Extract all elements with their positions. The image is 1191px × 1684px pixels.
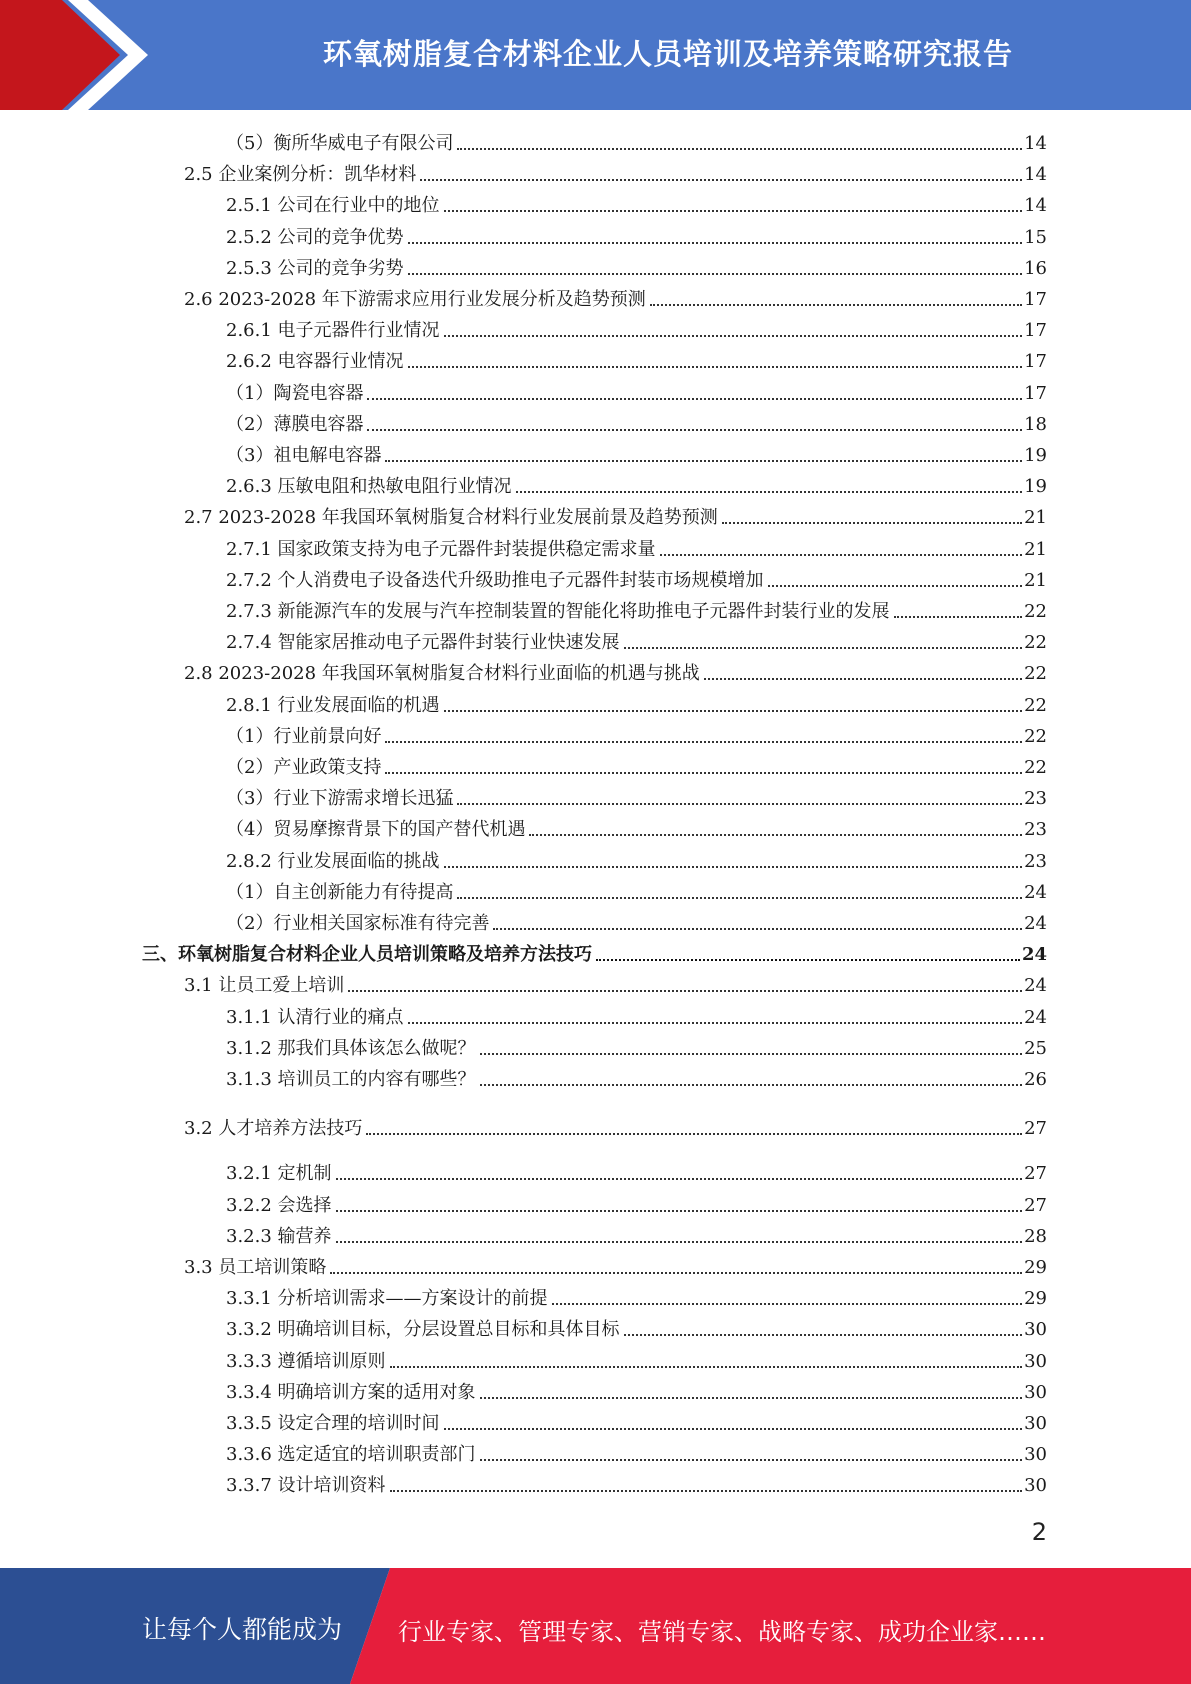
toc-entry-page: 19	[1024, 445, 1047, 466]
toc-entry-page: 27	[1024, 1194, 1047, 1216]
toc-entry-label: （4）贸易摩擦背景下的国产替代机遇	[226, 819, 526, 841]
page-number: 2	[1031, 1518, 1047, 1546]
toc-dot-leader	[768, 585, 1023, 587]
toc-entry[interactable]	[226, 563, 1047, 593]
red-arrow-logo	[0, 0, 190, 110]
toc-dot-leader	[722, 522, 1022, 524]
toc-entry[interactable]	[226, 469, 1047, 499]
toc-entry-label: 2.5.1 公司在行业中的地位	[226, 195, 440, 217]
toc-entry[interactable]	[226, 532, 1047, 562]
toc-entry-label: 3.1 让员工爱上培训	[184, 975, 345, 997]
toc-entry-page: 24	[1024, 975, 1047, 997]
toc-entry-page: 30	[1024, 1413, 1047, 1434]
toc-entry[interactable]	[184, 1111, 1047, 1141]
toc-entry-page: 29	[1024, 1288, 1047, 1310]
toc-dot-leader	[480, 1459, 1023, 1461]
toc-entry-label: 3.2 人才培养方法技巧	[184, 1118, 363, 1140]
toc-dot-leader	[385, 772, 1022, 774]
toc-entry[interactable]	[226, 688, 1047, 718]
toc-entry-page: 23	[1024, 850, 1047, 872]
toc-entry-page: 30	[1024, 1444, 1047, 1466]
toc-entry-page: 21	[1024, 507, 1047, 529]
toc-entry[interactable]	[226, 1031, 1047, 1061]
toc-entry-label: 3.2.2 会选择	[226, 1194, 332, 1216]
toc-entry-page: 24	[1021, 944, 1047, 966]
toc-entry[interactable]	[226, 1156, 1047, 1186]
toc-entry-page: 22	[1024, 694, 1047, 716]
toc-entry-page: 30	[1024, 1381, 1047, 1403]
page-header	[0, 0, 1191, 110]
toc-entry-page: 23	[1024, 788, 1047, 810]
toc-entry-page: 14	[1024, 195, 1047, 217]
toc-dot-leader	[596, 959, 1020, 961]
toc-dot-leader	[385, 741, 1022, 743]
toc-entry[interactable]	[226, 812, 1047, 842]
toc-entry-label: （1）陶瓷电容器	[226, 382, 364, 404]
toc-entry-page: 17	[1024, 320, 1047, 342]
toc-entry[interactable]	[226, 1312, 1047, 1342]
toc-entry-label: （1）自主创新能力有待提高	[226, 881, 454, 903]
toc-entry-page: 21	[1024, 569, 1047, 591]
toc-entry[interactable]	[226, 438, 1047, 468]
toc-dot-leader	[385, 460, 1022, 462]
toc-dot-leader	[390, 1490, 1023, 1492]
toc-entry-label: 2.5 企业案例分析：凯华材料	[184, 164, 417, 186]
toc-dot-leader	[457, 148, 1022, 150]
toc-entry[interactable]	[226, 251, 1047, 281]
toc-entry-label: 2.6.2 电容器行业情况	[226, 351, 404, 373]
toc-entry-page: 29	[1024, 1257, 1047, 1278]
toc-entry-label: （1）行业前景向好	[226, 725, 382, 747]
toc-entry[interactable]	[226, 1437, 1047, 1467]
toc-entry[interactable]	[226, 1375, 1047, 1405]
toc-dot-leader	[444, 866, 1023, 868]
toc-entry[interactable]	[226, 1000, 1047, 1030]
toc-entry-label: 3.3.3 遵循培训原则	[226, 1350, 386, 1372]
toc-entry[interactable]	[184, 500, 1047, 530]
toc-dot-leader	[408, 366, 1023, 368]
toc-entry[interactable]	[226, 906, 1047, 936]
toc-entry[interactable]	[226, 313, 1047, 343]
toc-entry[interactable]	[226, 1281, 1047, 1311]
toc-entry[interactable]	[226, 1219, 1047, 1249]
footer-slogan-left: 让每个人都能成为	[142, 1615, 343, 1644]
toc-entry-label: 3.1.2 那我们具体该怎么做呢？	[226, 1037, 476, 1059]
toc-entry-page: 19	[1024, 476, 1047, 498]
toc-dot-leader	[529, 834, 1022, 836]
toc-dot-leader	[408, 273, 1023, 275]
toc-dot-leader	[444, 210, 1023, 212]
toc-dot-leader	[336, 1178, 1023, 1180]
toc-dot-leader	[348, 990, 1022, 992]
toc-dot-leader	[660, 554, 1023, 556]
toc-dot-leader	[390, 1366, 1023, 1368]
toc-entry-label: 3.2.1 定机制	[226, 1163, 332, 1185]
toc-entry[interactable]	[184, 282, 1047, 312]
report-title: 环氧树脂复合材料企业人员培训及培养策略研究报告	[322, 37, 1013, 71]
toc-entry-label: 3.3 员工培训策略	[184, 1257, 327, 1278]
toc-entry-label: 2.8.1 行业发展面临的机遇	[226, 694, 440, 716]
toc-entry[interactable]	[226, 376, 1047, 406]
toc-entry[interactable]	[226, 188, 1047, 218]
toc-entry[interactable]	[226, 407, 1047, 437]
toc-dot-leader	[457, 803, 1022, 805]
toc-entry-page: 27	[1024, 1118, 1047, 1140]
toc-entry-label: 3.3.2 明确培训目标，分层设置总目标和具体目标	[226, 1319, 620, 1341]
toc-dot-leader	[480, 1084, 1023, 1086]
toc-entry-label: 2.7.3 新能源汽车的发展与汽车控制装置的智能化将助推电子元器件封装行业的发展	[226, 601, 890, 622]
toc-entry[interactable]	[226, 344, 1047, 374]
toc-dot-leader	[444, 710, 1023, 712]
toc-entry-page: 28	[1024, 1225, 1047, 1247]
toc-entry-label: 2.7.4 智能家居推动电子元器件封装行业快速发展	[226, 632, 620, 654]
toc-entry-label: 2.5.2 公司的竞争优势	[226, 226, 404, 248]
toc-entry-label: 2.6 2023-2028 年下游需求应用行业发展分析及趋势预测	[184, 289, 646, 310]
toc-entry[interactable]	[226, 1062, 1047, 1092]
toc-entry-label: （2）产业政策支持	[226, 757, 382, 778]
toc-entry[interactable]	[184, 157, 1047, 187]
toc-entry-label: 2.6.3 压敏电阻和热敏电阻行业情况	[226, 476, 512, 498]
toc-entry-page: 22	[1024, 601, 1047, 622]
toc-entry-page: 24	[1024, 913, 1047, 934]
toc-entry[interactable]	[226, 750, 1047, 780]
toc-dot-leader	[552, 1303, 1023, 1305]
toc-entry-page: 26	[1024, 1069, 1047, 1090]
toc-entry[interactable]	[226, 1468, 1047, 1498]
toc-entry-label: 2.6.1 电子元器件行业情况	[226, 320, 440, 342]
toc-dot-leader	[444, 1428, 1023, 1430]
toc-entry[interactable]	[226, 594, 1047, 624]
toc-entry-page: 22	[1024, 632, 1047, 654]
toc-dot-leader	[480, 1053, 1023, 1055]
toc-entry[interactable]	[226, 1406, 1047, 1436]
toc-entry-label: 3.1.1 认清行业的痛点	[226, 1006, 404, 1028]
toc-entry[interactable]	[184, 1250, 1047, 1280]
toc-entry-label: 2.7.1 国家政策支持为电子元器件封装提供稳定需求量	[226, 538, 656, 560]
toc-entry-page: 17	[1024, 382, 1047, 404]
toc-dot-leader	[516, 491, 1023, 493]
footer-slogan-right: 行业专家、管理专家、营销专家、战略专家、成功企业家……	[398, 1618, 1046, 1646]
toc-dot-leader	[457, 897, 1022, 899]
toc-entry[interactable]	[226, 719, 1047, 749]
toc-entry-page: 22	[1024, 663, 1047, 685]
toc-entry-page: 24	[1024, 881, 1047, 903]
toc-entry-page: 14	[1024, 164, 1047, 186]
toc-dot-leader	[480, 1397, 1023, 1399]
toc-entry-label: 3.3.4 明确培训方案的适用对象	[226, 1381, 476, 1403]
toc-entry-page: 14	[1024, 133, 1047, 154]
toc-dot-leader	[408, 1022, 1023, 1024]
toc-entry-label: 2.5.3 公司的竞争劣势	[226, 257, 404, 279]
toc-entry[interactable]	[142, 937, 1047, 967]
toc-dot-leader	[444, 335, 1023, 337]
toc-entry-page: 15	[1024, 226, 1047, 248]
toc-entry-page: 30	[1024, 1475, 1047, 1497]
toc-entry[interactable]	[226, 625, 1047, 655]
page-footer	[0, 1568, 1191, 1684]
toc-entry-page: 22	[1024, 725, 1047, 747]
toc-entry[interactable]	[226, 1188, 1047, 1218]
toc-entry-page: 16	[1024, 257, 1047, 279]
toc-entry-page: 27	[1024, 1163, 1047, 1185]
toc-dot-leader	[336, 1210, 1023, 1212]
toc-entry-label: 2.7 2023-2028 年我国环氧树脂复合材料行业发展前景及趋势预测	[184, 507, 718, 529]
toc-entry-page: 22	[1024, 757, 1047, 778]
toc-entry[interactable]	[184, 656, 1047, 686]
toc-entry-page: 18	[1024, 413, 1047, 435]
toc-entry-label: （3）行业下游需求增长迅猛	[226, 788, 454, 810]
toc-dot-leader	[894, 616, 1023, 618]
toc-dot-leader	[336, 1241, 1023, 1243]
toc-entry-label: 3.3.6 选定适宜的培训职责部门	[226, 1444, 476, 1466]
toc-dot-leader	[650, 304, 1022, 306]
toc-entry-label: 三、环氧树脂复合材料企业人员培训策略及培养方法技巧	[142, 944, 592, 966]
toc-dot-leader	[624, 1334, 1023, 1336]
toc-entry-label: 3.3.1 分析培训需求——方案设计的前提	[226, 1288, 548, 1310]
toc-entry-label: （2）行业相关国家标准有待完善	[226, 913, 490, 934]
toc-entry[interactable]	[226, 875, 1047, 905]
toc-entry-label: 3.3.7 设计培训资料	[226, 1475, 386, 1497]
toc-entry-page: 17	[1024, 289, 1047, 310]
toc-entry-page: 30	[1024, 1350, 1047, 1372]
toc-entry-label: 2.8 2023-2028 年我国环氧树脂复合材料行业面临的机遇与挑战	[184, 663, 700, 685]
toc-entry-page: 30	[1024, 1319, 1047, 1341]
toc-entry-label: （5）衡所华威电子有限公司	[226, 133, 454, 154]
toc-entry-label: （2）薄膜电容器	[226, 413, 364, 435]
toc-entry[interactable]	[226, 220, 1047, 250]
toc-entry[interactable]	[226, 781, 1047, 811]
toc-entry-label: 2.7.2 个人消费电子设备迭代升级助推电子元器件封装市场规模增加	[226, 569, 764, 591]
toc-dot-leader	[408, 242, 1023, 244]
toc-entry-label: 3.1.3 培训员工的内容有哪些？	[226, 1069, 476, 1090]
toc-dot-leader	[624, 647, 1023, 649]
toc-entry-page: 21	[1024, 538, 1047, 560]
toc-entry-label: 3.3.5 设定合理的培训时间	[226, 1413, 440, 1434]
toc-entry-page: 25	[1024, 1037, 1047, 1059]
toc-entry[interactable]	[226, 126, 1047, 156]
toc-entry[interactable]	[226, 844, 1047, 874]
toc-entry-label: 3.2.3 输营养	[226, 1225, 332, 1247]
toc-dot-leader	[330, 1272, 1022, 1274]
toc-dot-leader	[367, 429, 1022, 431]
toc-dot-leader	[367, 398, 1022, 400]
toc-entry-label: （3）祖电解电容器	[226, 445, 382, 466]
toc-dot-leader	[366, 1133, 1022, 1135]
toc-dot-leader	[704, 678, 1022, 680]
toc-entry-page: 24	[1024, 1006, 1047, 1028]
toc-entry-label: 2.8.2 行业发展面临的挑战	[226, 850, 440, 872]
toc-entry-page: 23	[1024, 819, 1047, 841]
toc-entry[interactable]	[184, 968, 1047, 998]
toc-entry-page: 17	[1024, 351, 1047, 373]
toc-entry[interactable]	[226, 1344, 1047, 1374]
toc-dot-leader	[420, 179, 1022, 181]
toc-dot-leader	[493, 928, 1022, 930]
